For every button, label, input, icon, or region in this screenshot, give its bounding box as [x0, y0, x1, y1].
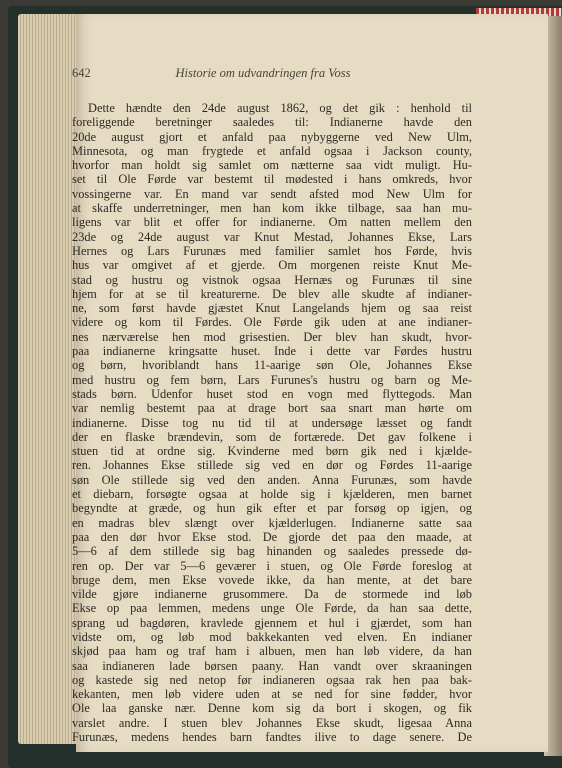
text-line: med hustru og fem børn, Lars Furunes's hustru og barn og Me-: [72, 372, 472, 387]
text-line: 23de og 24de august var Knut Mestad, Johannes Ekse, Lars: [72, 229, 472, 244]
text-line: Furunæs, medens hendes barn fandtes ilive to dage senere. De: [72, 730, 472, 745]
text-line: vossingerne var. En mand var sendt afsted mod New Ulm for: [72, 186, 472, 201]
text-line: videre og kom til Førdes. Ole Førde gik uden at ane indianer-: [72, 315, 472, 330]
text-line: hvorfor man holdt sig samlet om nætterne saa vidt muligt. Hu-: [72, 158, 472, 173]
text-line: stads børn. Udenfor huset stod en vogn med flyttegods. Man: [72, 386, 472, 401]
text-line: Dette hændte den 24de august 1862, og det gik : henhold til: [88, 101, 472, 115]
text-line: indianerne. Disse tog nu tid til at undersøge læsset og fandt: [72, 415, 472, 430]
page-header: [72, 64, 454, 84]
text-line: vidste om, og løb mod bakkekanten ved elven. En indianer: [72, 629, 472, 644]
text-line: bruge dem, men Ekse vovede ikke, da han mente, at det bare: [72, 572, 472, 587]
text-line: søn Ole stillede sig ved den anden. Anna Furunæs, som havde: [72, 472, 472, 487]
text-line: hus var omgivet af et gjerde. Om morgenen reiste Knut Me-: [72, 258, 472, 273]
body-text: [72, 101, 472, 744]
text-line: stuen tid at ordne sig. Kvinderne med børn gik ned i kjælde-: [72, 444, 472, 459]
text-line: ne, som først havde gjæstet Knut Langelands hjem og saa reist: [72, 301, 472, 316]
text-line: paa indianerne kringsatte huset. Inde i dette var Førdes hustru: [72, 344, 472, 359]
text-line: og kastede sig ned netop før indianeren ogsaa rak hen paa bak-: [72, 672, 472, 687]
text-line: foreliggende beretninger saaledes til: Indianerne havde den: [72, 115, 472, 130]
text-line: var nemlig bestemt paa at drage bort saa snart man hørte om: [72, 401, 472, 416]
text-line: 20de august gjort et anfald paa nybyggerne ved New Ulm,: [72, 129, 472, 144]
page-number: 642: [72, 66, 91, 80]
page-edges: [18, 14, 76, 744]
text-line: ren. Johannes Ekse stillede sig ved en dør og Førdes 11-aarige: [72, 458, 472, 473]
text-line: set til Ole Førde var bestemt til mødested i hans omkreds, hvor: [72, 172, 472, 187]
text-line: nes nærværelse hen mod grisestien. Der blev han skudt, hvor-: [72, 329, 472, 344]
text-line: Ekse op paa lemmen, medens unge Ole Førde, da han saa dette,: [72, 601, 472, 616]
text-line: varslet andre. I stuen blev Johannes Ekse skudt, ligesaa Anna: [72, 715, 472, 730]
text-line: Ole laa ganske nær. Denne kom sig da bort i skogen, og fik: [72, 701, 472, 716]
text-line: Hernes og Lars Furunæs med familier samlet hos Førde, hvis: [72, 243, 472, 258]
text-line: der en flaske brændevin, som de fortærede. Det gav folkene i: [72, 429, 472, 444]
text-line: stad og hustru og vistnok ogsaa Hernæs og Furunæs til sine: [72, 272, 472, 287]
text-line: skjød paa ham og traf ham i albuen, men han løb videre, da han: [72, 644, 472, 659]
text-line: ligens var blit et offer for indianerne. Om natten mellem den: [72, 215, 472, 230]
running-title: Historie om udvandringen fra Voss: [175, 66, 351, 80]
text-line: og børn, hvoriblandt hans 11-aarige søn Ole, Johannes Ekse: [72, 358, 472, 373]
text-line: paa den dør hvor Ekse stod. De gjorde det paa den maade, at: [72, 529, 472, 544]
text-line: hjem for at se til kreaturerne. De blev alle skudte af indianer-: [72, 286, 472, 301]
text-line: kekanten, men løb videre uden at se ned for sine fødder, hvor: [72, 687, 472, 702]
text-line: Minnesota, og man frygtede et anfald ogsaa i Jackson county,: [72, 143, 472, 158]
text-line: saa indianeren lade børsen paany. Han vandt over skraaningen: [72, 658, 472, 673]
text-line: ren op. Der var 5—6 geværer i stuen, og Ole Førde foreslog at: [72, 558, 472, 573]
text-line: en madras blev slængt over kjælderlugen. Indianerne satte saa: [72, 515, 472, 530]
text-line: vilde gjøre indianerne grusommere. Da de stormede ind løb: [72, 587, 472, 602]
text-line: at skaffe underretninger, men han kom ikke tilbage, saa han mu-: [72, 201, 472, 216]
text-line: begyndte at græde, og hun gik efter et par forsøg op igjen, og: [72, 501, 472, 516]
text-line: et diebarn, forsøgte ogsaa at holde sig i kjælderen, men barnet: [72, 487, 472, 502]
text-line: sprang ud bagdøren, kravlede gjennem et hul i gjærdet, som han: [72, 615, 472, 630]
text-line: 5—6 af dem stillede sig bag hinanden og saaledes pressede dø-: [72, 544, 472, 559]
